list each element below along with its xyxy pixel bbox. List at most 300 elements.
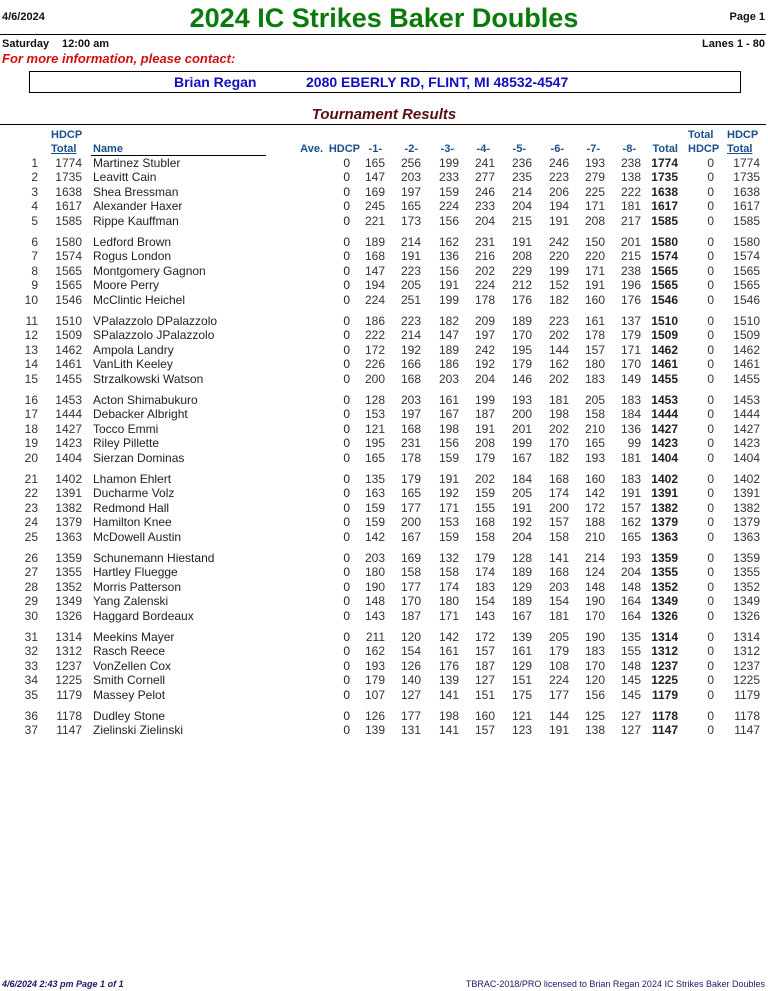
cell-hdcp-total-final: 1510 [733,314,760,328]
cell-game-2: 191 [400,249,421,264]
cell-game-5: 129 [511,579,532,594]
col-game-1: -1- [368,143,382,155]
cell-team-name: Shea Bressman [93,184,179,199]
cell-game-8: 145 [620,687,641,702]
cell-game-4: 179 [474,551,495,565]
cell-hdcp: 0 [343,436,350,451]
cell-hdcp: 0 [343,658,350,673]
cell-total-hdcp: 0 [707,342,714,357]
cell-hdcp-total-final: 1179 [734,687,760,702]
cell-game-3: 233 [438,170,459,185]
cell-game-2: 165 [400,199,421,214]
cell-game-6: 168 [548,565,569,580]
footer-timestamp: 4/6/2024 2:43 pm Page 1 of 1 [2,979,124,989]
cell-game-4: 224 [474,278,495,293]
cell-place: 13 [24,342,38,357]
cell-game-3: 167 [438,407,459,422]
cell-hdcp-total-final: 1509 [733,328,760,343]
cell-hdcp-total: 1546 [55,292,82,307]
cell-game-3: 158 [438,565,459,580]
cell-place: 11 [25,314,38,328]
cell-total: 1391 [651,486,678,501]
cell-game-6: 152 [548,278,569,293]
cell-game-5: 189 [511,314,532,328]
cell-game-4: 168 [474,515,495,530]
cell-game-8: 148 [620,579,641,594]
cell-game-1: 135 [364,472,385,486]
cell-total: 1444 [651,407,678,422]
cell-hdcp: 0 [343,314,350,328]
cell-game-2: 214 [400,328,421,343]
cell-game-7: 172 [584,500,605,515]
cell-game-3: 171 [438,608,459,623]
cell-game-2: 165 [400,486,421,501]
cell-game-6: 202 [548,421,569,436]
cell-game-8: 155 [620,644,641,659]
cell-game-4: 204 [474,213,495,228]
cell-game-5: 146 [511,371,532,386]
cell-total: 1455 [651,371,678,386]
cell-game-5: 191 [511,235,532,249]
cell-total: 1147 [651,723,678,738]
cell-total: 1382 [651,500,678,515]
cell-hdcp-total-final: 1453 [733,393,760,407]
cell-hdcp: 0 [343,687,350,702]
cell-hdcp: 0 [343,407,350,422]
cell-total: 1546 [651,292,678,307]
cell-hdcp: 0 [343,500,350,515]
cell-game-5: 214 [511,184,532,199]
cell-place: 20 [24,450,38,465]
cell-game-1: 221 [364,213,385,228]
cell-place: 7 [31,249,38,264]
cell-game-5: 189 [511,565,532,580]
cell-team-name: Sierzan Dominas [93,450,185,465]
cell-hdcp-total-final: 1461 [733,357,760,372]
cell-total-hdcp: 0 [707,213,714,228]
cell-game-6: 223 [548,170,569,185]
cell-game-2: 154 [400,644,421,659]
cell-game-8: 171 [620,342,641,357]
cell-game-3: 142 [438,630,459,644]
cell-hdcp-total-final: 1565 [733,278,760,293]
cell-hdcp: 0 [343,594,350,609]
cell-game-4: 154 [474,594,495,609]
cell-team-name: Morris Patterson [93,579,182,594]
cell-game-3: 161 [438,393,459,407]
cell-game-5: 167 [511,450,532,465]
cell-game-7: 170 [584,658,605,673]
cell-game-1: 194 [364,278,385,293]
cell-total-hdcp: 0 [707,630,714,644]
cell-place: 8 [31,263,38,278]
cell-hdcp: 0 [343,673,350,688]
cell-game-1: 226 [364,357,385,372]
cell-place: 15 [24,371,38,386]
cell-game-2: 231 [400,436,421,451]
cell-game-5: 139 [511,630,532,644]
cell-game-8: 238 [620,263,641,278]
cell-game-4: 246 [474,184,495,199]
cell-game-3: 176 [438,658,459,673]
cell-game-8: 179 [620,328,641,343]
cell-total: 1404 [651,450,678,465]
cell-game-8: 193 [620,551,641,565]
cell-team-name: SPalazzolo JPalazzolo [93,328,215,343]
cell-game-1: 195 [364,436,385,451]
cell-game-6: 199 [548,263,569,278]
cell-game-4: 277 [474,170,495,185]
cell-game-3: 136 [438,249,459,264]
cell-place: 12 [24,328,38,343]
cell-place: 36 [24,709,38,723]
cell-hdcp: 0 [343,472,350,486]
cell-hdcp-total-final: 1427 [733,421,760,436]
cell-game-3: 159 [438,184,459,199]
cell-game-3: 153 [438,515,459,530]
col-game-8: -8- [622,143,636,155]
cell-hdcp-total-final: 1462 [733,342,760,357]
cell-hdcp: 0 [343,278,350,293]
col-game-7: -7- [586,143,600,155]
cell-game-4: 216 [474,249,495,264]
cell-hdcp-total: 1565 [55,278,82,293]
cell-hdcp-total-final: 1312 [733,644,760,659]
cell-team-name: Hartley Fluegge [93,565,178,580]
cell-game-6: 170 [548,436,569,451]
cell-game-7: 183 [584,644,605,659]
cell-hdcp-total: 1574 [55,249,82,264]
cell-team-name: Dudley Stone [93,709,166,723]
cell-game-8: 137 [620,314,641,328]
cell-game-5: 200 [511,407,532,422]
cell-game-4: 183 [474,579,495,594]
cell-game-4: 241 [474,156,495,170]
cell-game-4: 158 [474,529,495,544]
cell-game-6: 168 [548,472,569,486]
cell-hdcp: 0 [343,371,350,386]
cell-place: 25 [24,529,38,544]
cell-game-6: 162 [548,357,569,372]
cell-hdcp-total-final: 1225 [733,673,760,688]
cell-hdcp-total: 1423 [55,436,82,451]
cell-total: 1355 [651,565,678,580]
col-ave: Ave. [300,143,323,155]
cell-hdcp-total: 1179 [56,687,82,702]
cell-game-5: 195 [511,342,532,357]
cell-hdcp: 0 [343,529,350,544]
cell-team-name: VanLith Keeley [93,357,173,372]
cell-place: 37 [24,723,38,738]
cell-game-7: 220 [584,249,605,264]
cell-hdcp: 0 [343,328,350,343]
cell-game-2: 177 [400,579,421,594]
cell-game-1: 168 [364,249,385,264]
cell-hdcp-total: 1382 [55,500,82,515]
cell-hdcp-total-final: 1404 [733,450,760,465]
cell-place: 14 [24,357,38,372]
cell-game-1: 169 [364,184,385,199]
cell-hdcp-total-final: 1402 [733,472,760,486]
cell-game-5: 189 [511,594,532,609]
cell-hdcp-total: 1462 [55,342,82,357]
cell-total: 1774 [651,156,678,170]
cell-total: 1402 [651,472,678,486]
cell-total: 1379 [651,515,678,530]
cell-total: 1509 [651,328,678,343]
cell-total: 1565 [651,263,678,278]
cell-hdcp-total: 1509 [55,328,82,343]
cell-hdcp-total-final: 1178 [734,709,760,723]
cell-game-2: 169 [400,551,421,565]
cell-total-hdcp: 0 [707,170,714,185]
col-hdcp-total-top: HDCP [51,129,83,141]
cell-game-2: 203 [400,170,421,185]
cell-game-7: 150 [584,235,605,249]
cell-team-name: Yang Zalenski [93,594,169,609]
cell-game-8: 165 [620,529,641,544]
cell-hdcp-total: 1427 [55,421,82,436]
cell-total-hdcp: 0 [707,579,714,594]
cell-game-6: 203 [548,579,569,594]
cell-game-1: 190 [364,579,385,594]
cell-game-1: 143 [364,608,385,623]
cell-team-name: McClintic Heichel [93,292,186,307]
cell-game-4: 242 [474,342,495,357]
cell-game-2: 173 [400,213,421,228]
cell-hdcp-total-final: 1147 [734,723,760,738]
cell-game-2: 178 [400,450,421,465]
cell-game-2: 126 [400,658,421,673]
cell-game-1: 159 [364,500,385,515]
contact-prompt: For more information, please contact: [2,51,236,66]
cell-game-7: 190 [584,630,605,644]
cell-game-3: 132 [438,551,459,565]
cell-game-2: 131 [400,723,421,738]
cell-game-5: 161 [511,644,532,659]
cell-game-4: 202 [474,472,495,486]
cell-hdcp: 0 [343,213,350,228]
cell-game-4: 157 [474,723,495,738]
cell-total-hdcp: 0 [707,687,714,702]
cell-game-8: 136 [620,421,641,436]
col-game-4: -4- [476,143,490,155]
cell-game-3: 139 [438,673,459,688]
cell-hdcp-total: 1455 [55,371,82,386]
cell-game-3: 156 [438,436,459,451]
cell-hdcp-total: 1314 [55,630,82,644]
cell-hdcp-total: 1349 [55,594,82,609]
cell-total-hdcp: 0 [707,292,714,307]
lanes-range: Lanes 1 - 80 [702,38,765,50]
cell-game-2: 120 [400,630,421,644]
cell-hdcp-total-final: 1326 [733,608,760,623]
cell-total: 1638 [651,184,678,199]
cell-game-3: 198 [438,709,459,723]
cell-total: 1735 [651,170,678,185]
cell-game-6: 191 [548,213,569,228]
event-time: 12:00 am [62,38,110,50]
cell-total-hdcp: 0 [707,199,714,214]
cell-game-6: 246 [548,156,569,170]
cell-total-hdcp: 0 [707,608,714,623]
cell-game-5: 191 [511,500,532,515]
cell-hdcp-total-final: 1352 [733,579,760,594]
cell-hdcp: 0 [343,292,350,307]
cell-game-3: 162 [438,235,459,249]
cell-game-5: 193 [511,393,532,407]
cell-game-8: 176 [620,292,641,307]
cell-game-1: 186 [364,314,385,328]
cell-place: 3 [31,184,38,199]
cell-game-2: 223 [400,314,421,328]
cell-total-hdcp: 0 [707,673,714,688]
cell-team-name: Alexander Haxer [93,199,183,214]
cell-game-8: 191 [620,486,641,501]
cell-game-8: 238 [620,156,641,170]
col-hdcp-total2-top: HDCP [727,129,759,141]
cell-total: 1363 [651,529,678,544]
cell-game-7: 138 [584,723,605,738]
cell-hdcp-total: 1326 [55,608,82,623]
cell-hdcp-total: 1391 [55,486,82,501]
cell-total-hdcp: 0 [707,235,714,249]
cell-team-name: Schunemann Hiestand [93,551,215,565]
cell-game-3: 141 [438,687,459,702]
cell-total: 1179 [651,687,678,702]
cell-game-4: 187 [474,407,495,422]
cell-game-5: 170 [511,328,532,343]
cell-team-name: Debacker Albright [93,407,188,422]
cell-game-1: 165 [364,450,385,465]
cell-game-3: 159 [438,529,459,544]
cell-place: 22 [24,486,38,501]
cell-game-7: 171 [584,199,605,214]
cell-game-8: 164 [620,608,641,623]
cell-hdcp: 0 [343,342,350,357]
cell-game-8: 127 [620,723,641,738]
cell-game-7: 214 [584,551,605,565]
cell-game-5: 123 [511,723,532,738]
cell-game-7: 208 [584,213,605,228]
cell-total: 1427 [651,421,678,436]
cell-game-1: 128 [364,393,385,407]
cell-team-name: VPalazzolo DPalazzolo [93,314,218,328]
cell-game-5: 179 [511,357,532,372]
cell-place: 9 [31,278,38,293]
cell-hdcp: 0 [343,393,350,407]
cell-total-hdcp: 0 [707,551,714,565]
col-total: Total [652,143,678,155]
cell-game-8: 201 [620,235,641,249]
cell-game-1: 139 [364,723,385,738]
cell-place: 24 [24,515,38,530]
cell-game-1: 163 [364,486,385,501]
cell-team-name: Acton Shimabukuro [93,393,198,407]
page-number: Page 1 [729,11,765,23]
cell-game-4: 192 [474,357,495,372]
cell-game-2: 256 [400,156,421,170]
cell-game-4: 204 [474,371,495,386]
cell-place: 19 [24,436,38,451]
cell-hdcp-total-final: 1774 [733,156,760,170]
cell-game-2: 158 [400,565,421,580]
cell-game-8: 204 [620,565,641,580]
col-hdcp-total-bottom: Total [51,143,77,155]
cell-team-name: Riley Pillette [93,436,160,451]
cell-total: 1453 [651,393,678,407]
cell-game-1: 121 [364,421,385,436]
cell-game-8: 181 [620,450,641,465]
cell-hdcp-total-final: 1455 [733,371,760,386]
cell-game-1: 153 [364,407,385,422]
cell-game-7: 148 [584,579,605,594]
cell-game-8: 135 [620,630,641,644]
cell-game-2: 177 [400,709,421,723]
cell-place: 34 [24,673,38,688]
cell-team-name: Haggard Bordeaux [93,608,194,623]
cell-game-6: 198 [548,407,569,422]
cell-team-name: Hamilton Knee [93,515,172,530]
cell-total-hdcp: 0 [707,314,714,328]
cell-game-7: 193 [584,450,605,465]
cell-hdcp: 0 [343,551,350,565]
cell-game-1: 159 [364,515,385,530]
cell-team-name: VonZellen Cox [93,658,172,673]
cell-total-hdcp: 0 [707,723,714,738]
cell-game-7: 190 [584,594,605,609]
cell-game-2: 205 [400,278,421,293]
event-day: Saturday [2,38,50,50]
cell-game-5: 204 [511,529,532,544]
cell-hdcp-total-final: 1546 [733,292,760,307]
cell-place: 23 [24,500,38,515]
col-hdcp-total2-bottom: Total [727,143,753,155]
cell-game-7: 180 [584,357,605,372]
cell-total-hdcp: 0 [707,644,714,659]
cell-game-7: 160 [584,292,605,307]
cell-game-5: 205 [511,486,532,501]
cell-game-8: 183 [620,472,641,486]
cell-game-7: 165 [584,436,605,451]
cell-hdcp-total: 1735 [55,170,82,185]
col-game-6: -6- [550,143,564,155]
cell-game-1: 200 [364,371,385,386]
cell-game-7: 188 [584,515,605,530]
cell-total-hdcp: 0 [707,371,714,386]
cell-game-4: 174 [474,565,495,580]
cell-game-5: 204 [511,199,532,214]
cell-game-4: 157 [474,644,495,659]
cell-hdcp-total: 1444 [55,407,82,422]
cell-place: 33 [24,658,38,673]
cell-game-1: 222 [364,328,385,343]
cell-game-7: 142 [584,486,605,501]
cell-hdcp-total-final: 1444 [733,407,760,422]
cell-game-7: 124 [584,565,605,580]
cell-game-8: 149 [620,371,641,386]
cell-game-3: 199 [438,292,459,307]
cell-game-6: 181 [548,393,569,407]
cell-game-4: 179 [474,450,495,465]
cell-team-name: Smith Cornell [93,673,166,688]
cell-game-2: 177 [400,500,421,515]
cell-total: 1352 [651,579,678,594]
cell-hdcp: 0 [343,630,350,644]
cell-game-5: 215 [511,213,532,228]
cell-game-6: 224 [548,673,569,688]
cell-total: 1461 [651,357,678,372]
